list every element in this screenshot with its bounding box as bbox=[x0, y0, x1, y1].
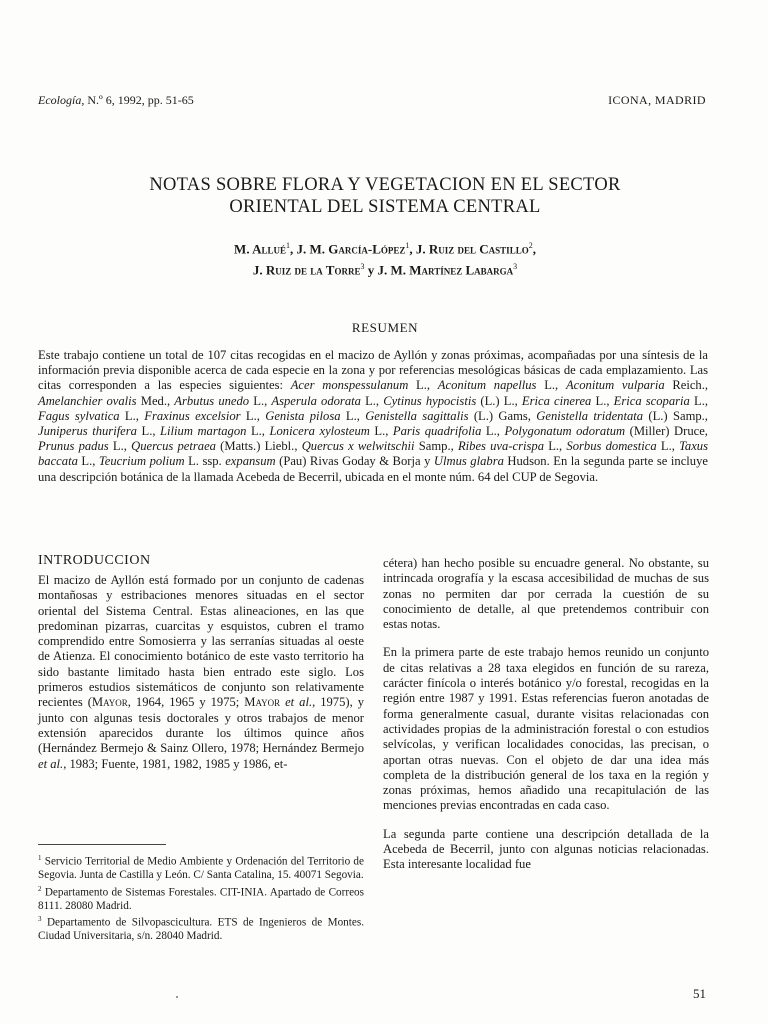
text-segment: , 1964, 1965 y 1975; bbox=[127, 695, 245, 710]
abstract-heading: RESUMEN bbox=[351, 320, 419, 335]
section-heading-introduccion: INTRODUCCION bbox=[38, 553, 151, 568]
footnote bbox=[38, 852, 364, 883]
text-segment: , 1983; Fuente, 1981, 1982, 1985 y 1986, et- bbox=[63, 756, 288, 771]
italic-term: Genistella tridentata bbox=[536, 408, 644, 423]
text-segment: L., bbox=[136, 424, 161, 439]
text-segment: L., bbox=[544, 439, 567, 454]
italic-term: Asperula odorata bbox=[271, 393, 361, 408]
title-line-1: NOTAS SOBRE FLORA Y VEGETACION EN EL SECTOR bbox=[149, 175, 621, 195]
author-separator: , bbox=[532, 241, 536, 257]
text-segment: L., bbox=[340, 408, 366, 423]
italic-term: Taxus baccata bbox=[38, 439, 709, 469]
italic-term: Ribes uva-crispa bbox=[457, 439, 544, 454]
text-segment: (L.) Samp., bbox=[643, 408, 708, 423]
author-separator: , bbox=[290, 241, 297, 257]
journal-citation bbox=[38, 93, 194, 108]
text-segment: Hudson. En la segunda parte se incluye una descripción botánica de la llamada Acebeda de Becerril, ubicada en el monte núm. 64 del CUP de Segovia. bbox=[38, 454, 708, 484]
text-segment: Este trabajo contiene un total de 107 citas recogidas en el macizo de Ayllón y zonas próximas, acompañadas por una síntesis de la información previa disponible acerca de cada especie en la zona y por referencias mesológicas básicas de cada emplazamiento. Las citas corresponden a las especies siguientes: bbox=[38, 348, 708, 393]
affiliation-mark: 1 bbox=[286, 241, 290, 250]
intro-paragraph-1 bbox=[38, 573, 364, 772]
author-line-2 bbox=[40, 258, 730, 279]
italic-term: Quercus petraea bbox=[131, 439, 216, 454]
italic-term: Erica cinerea bbox=[521, 393, 592, 408]
affiliation-mark: 2 bbox=[528, 241, 533, 250]
footnote-mark: 3 bbox=[38, 915, 42, 924]
affiliation-mark: 3 bbox=[513, 262, 518, 272]
italic-term: Fraxinus excelsior bbox=[144, 408, 241, 423]
text-segment: El macizo de Ayllón está formado por un conjunto de cadenas montañosas y estribaciones menores situadas en el sector oriental del Sistema Central. Estas alineaciones, en las que predominan pizarras, cuarcitas y esquistos, cubren el tramo comprendido entre Somosierra y las serranías situadas al oeste de Atienza. El conocimiento botánico de este vasto territorio ha sido bastante limitado hasta bien entrado este siglo. Los primeros estudios sistemáticos de conjunto son relativamente recientes ( bbox=[38, 573, 364, 710]
italic-term: Teucrium polium bbox=[98, 454, 185, 469]
italic-term: Sorbus domestica bbox=[566, 439, 657, 454]
text-segment: L., bbox=[369, 424, 393, 439]
abstract-text bbox=[38, 348, 708, 485]
italic-term: Fagus sylvatica bbox=[38, 408, 120, 423]
left-column bbox=[38, 553, 364, 772]
author-line-1 bbox=[40, 237, 730, 258]
intro-paragraph-right-3: La segunda parte contiene una descripción detallada de la Acebeda de Becerril, junto con algunas noticias relacionadas. Esta interesante localidad fue bbox=[383, 826, 709, 872]
italic-term: Paris quadrifolia bbox=[392, 424, 482, 439]
text-segment: L., bbox=[246, 424, 270, 439]
footnote-rule bbox=[38, 844, 166, 845]
italic-term: Genista pilosa bbox=[265, 408, 341, 423]
author-name: J. Ruiz del Castillo bbox=[415, 241, 529, 257]
affiliation-mark: 1 bbox=[405, 241, 410, 250]
text-segment: (L.) L., bbox=[476, 393, 522, 408]
author-name: J. M. Martínez Labarga bbox=[377, 262, 514, 278]
text-segment: L., bbox=[249, 393, 272, 408]
text-segment: L., bbox=[656, 439, 680, 454]
text-segment: (L.) Gams, bbox=[468, 408, 537, 423]
text-segment: Med., bbox=[136, 393, 175, 408]
text-segment: Mayor bbox=[91, 695, 128, 710]
page-number: 51 bbox=[693, 986, 706, 1001]
italic-term: Erica scoparia bbox=[613, 393, 690, 408]
text-segment: L., bbox=[360, 393, 384, 408]
italic-term: expansum bbox=[225, 454, 276, 469]
text-segment: L., bbox=[481, 424, 505, 439]
text-segment: Samp., bbox=[414, 439, 458, 454]
italic-term: Genistella sagittalis bbox=[365, 408, 469, 423]
paper-title bbox=[40, 174, 730, 218]
italic-term: Prunus padus bbox=[38, 439, 109, 454]
author-separator: , bbox=[409, 241, 416, 257]
author-name: J. M. García-López bbox=[296, 241, 406, 257]
italic-term: Lonicera xylosteum bbox=[269, 424, 370, 439]
journal-name: Ecología, bbox=[38, 93, 85, 107]
footnotes bbox=[38, 852, 364, 944]
footnote-mark: 1 bbox=[38, 854, 42, 862]
italic-term: Ulmus glabra bbox=[433, 454, 504, 469]
text-segment: Mayor bbox=[244, 695, 281, 710]
text-segment: L., bbox=[591, 393, 614, 408]
author-list bbox=[40, 237, 730, 280]
intro-paragraph-right-2: En la primera parte de este trabajo hemos reunido un conjunto de citas relativas a 28 taxa elegidos en función de su rareza, carácter finícola o interés botánico y/o forestal, recogidas en la región entre 1987 y 1991. Estas referencias fueron anotadas de forma generalmente casual, durante visitas relacionadas con actividades propias de la administración forestal o con estudios selvícolas, y verifican localidades conocidas, las precisan, o aportan otras nuevas. Con el objeto de dar una idea más completa de la distribución general de los taxa en la región y zonas próximas, hemos añadido una recapitulación de las menciones previas encontradas en cada caso. bbox=[383, 645, 709, 813]
text-segment: (Pau) Rivas Goday & Borja y bbox=[275, 454, 434, 469]
footnote-text: Departamento de Silvopascicultura. ETS de Ingenieros de Montes. Ciudad Universitaria, s/n. 28040 Madrid. bbox=[38, 916, 364, 943]
text-segment: L., bbox=[536, 378, 566, 393]
text-segment: L., bbox=[119, 408, 145, 423]
italic-term: Polygonatum odoratum bbox=[504, 424, 626, 439]
author-separator: y bbox=[364, 262, 378, 278]
right-column bbox=[383, 556, 709, 873]
footnote bbox=[38, 883, 364, 914]
text-segment: , 1975), y junto con algunas tesis doctorales y otros trabajos de menor extensión aparecidos durante los últimos quince años (Hernández Bermejo & Sainz Ollero, 1978; Hernández Bermejo bbox=[38, 695, 364, 756]
text-segment: L., bbox=[77, 454, 99, 469]
text-segment: L., bbox=[689, 393, 709, 408]
footnote-text: Servicio Territorial de Medio Ambiente y Ordenación del Territorio de Segovia. Junta de Castilla y León. C/ Santa Catalina, 15. 40071 Segovia. bbox=[38, 855, 364, 882]
italic-term: Aconitum vulparia bbox=[565, 378, 665, 393]
publisher: ICONA, MADRID bbox=[608, 93, 706, 107]
italic-term: Lilium martagon bbox=[160, 424, 247, 439]
scan-speck bbox=[176, 996, 178, 998]
italic-term: Arbutus unedo bbox=[174, 393, 250, 408]
italic-term: Juniperus thurifera bbox=[38, 424, 137, 439]
italic-term: Amelanchier ovalis bbox=[38, 393, 137, 408]
italic-term: Acer monspessulanum bbox=[290, 378, 409, 393]
intro-paragraph-right-1: cétera) han hecho posible su encuadre general. No obstante, su intrincada orografía y la escasa accesibilidad de muchas de sus zonas no permiten dar por cerrada la cuestión de su conocimiento de detalle, al que pretendemos contribuir con estas notas. bbox=[383, 556, 709, 632]
text-segment: (Matts.) Liebl., bbox=[215, 439, 302, 454]
italic-term: Aconitum napellus bbox=[437, 378, 537, 393]
italic-term: Cytinus hypocistis bbox=[383, 393, 477, 408]
text-segment: L. ssp. bbox=[184, 454, 226, 469]
footnote-text: Departamento de Sistemas Forestales. CIT-INIA. Apartado de Correos 8111. 28080 Madrid. bbox=[38, 886, 364, 912]
text-segment: L., bbox=[108, 439, 132, 454]
text-segment: L., bbox=[240, 408, 266, 423]
footnote bbox=[38, 913, 364, 944]
text-segment: (Miller) Druce, bbox=[625, 424, 708, 439]
footnote-mark: 2 bbox=[38, 884, 42, 893]
affiliation-mark: 3 bbox=[360, 262, 365, 272]
italic-term: Quercus x welwitschii bbox=[301, 439, 415, 454]
text-segment: L., bbox=[408, 378, 438, 393]
text-segment: Reich., bbox=[664, 378, 709, 393]
author-name: M. Allué bbox=[234, 241, 286, 257]
author-name: J. Ruiz de la Torre bbox=[252, 262, 361, 278]
italic-term: et al. bbox=[38, 756, 64, 771]
italic-term: et al. bbox=[285, 695, 313, 710]
journal-issue: N.º 6, 1992, pp. 51-65 bbox=[87, 93, 194, 107]
title-line-2: ORIENTAL DEL SISTEMA CENTRAL bbox=[229, 197, 541, 217]
